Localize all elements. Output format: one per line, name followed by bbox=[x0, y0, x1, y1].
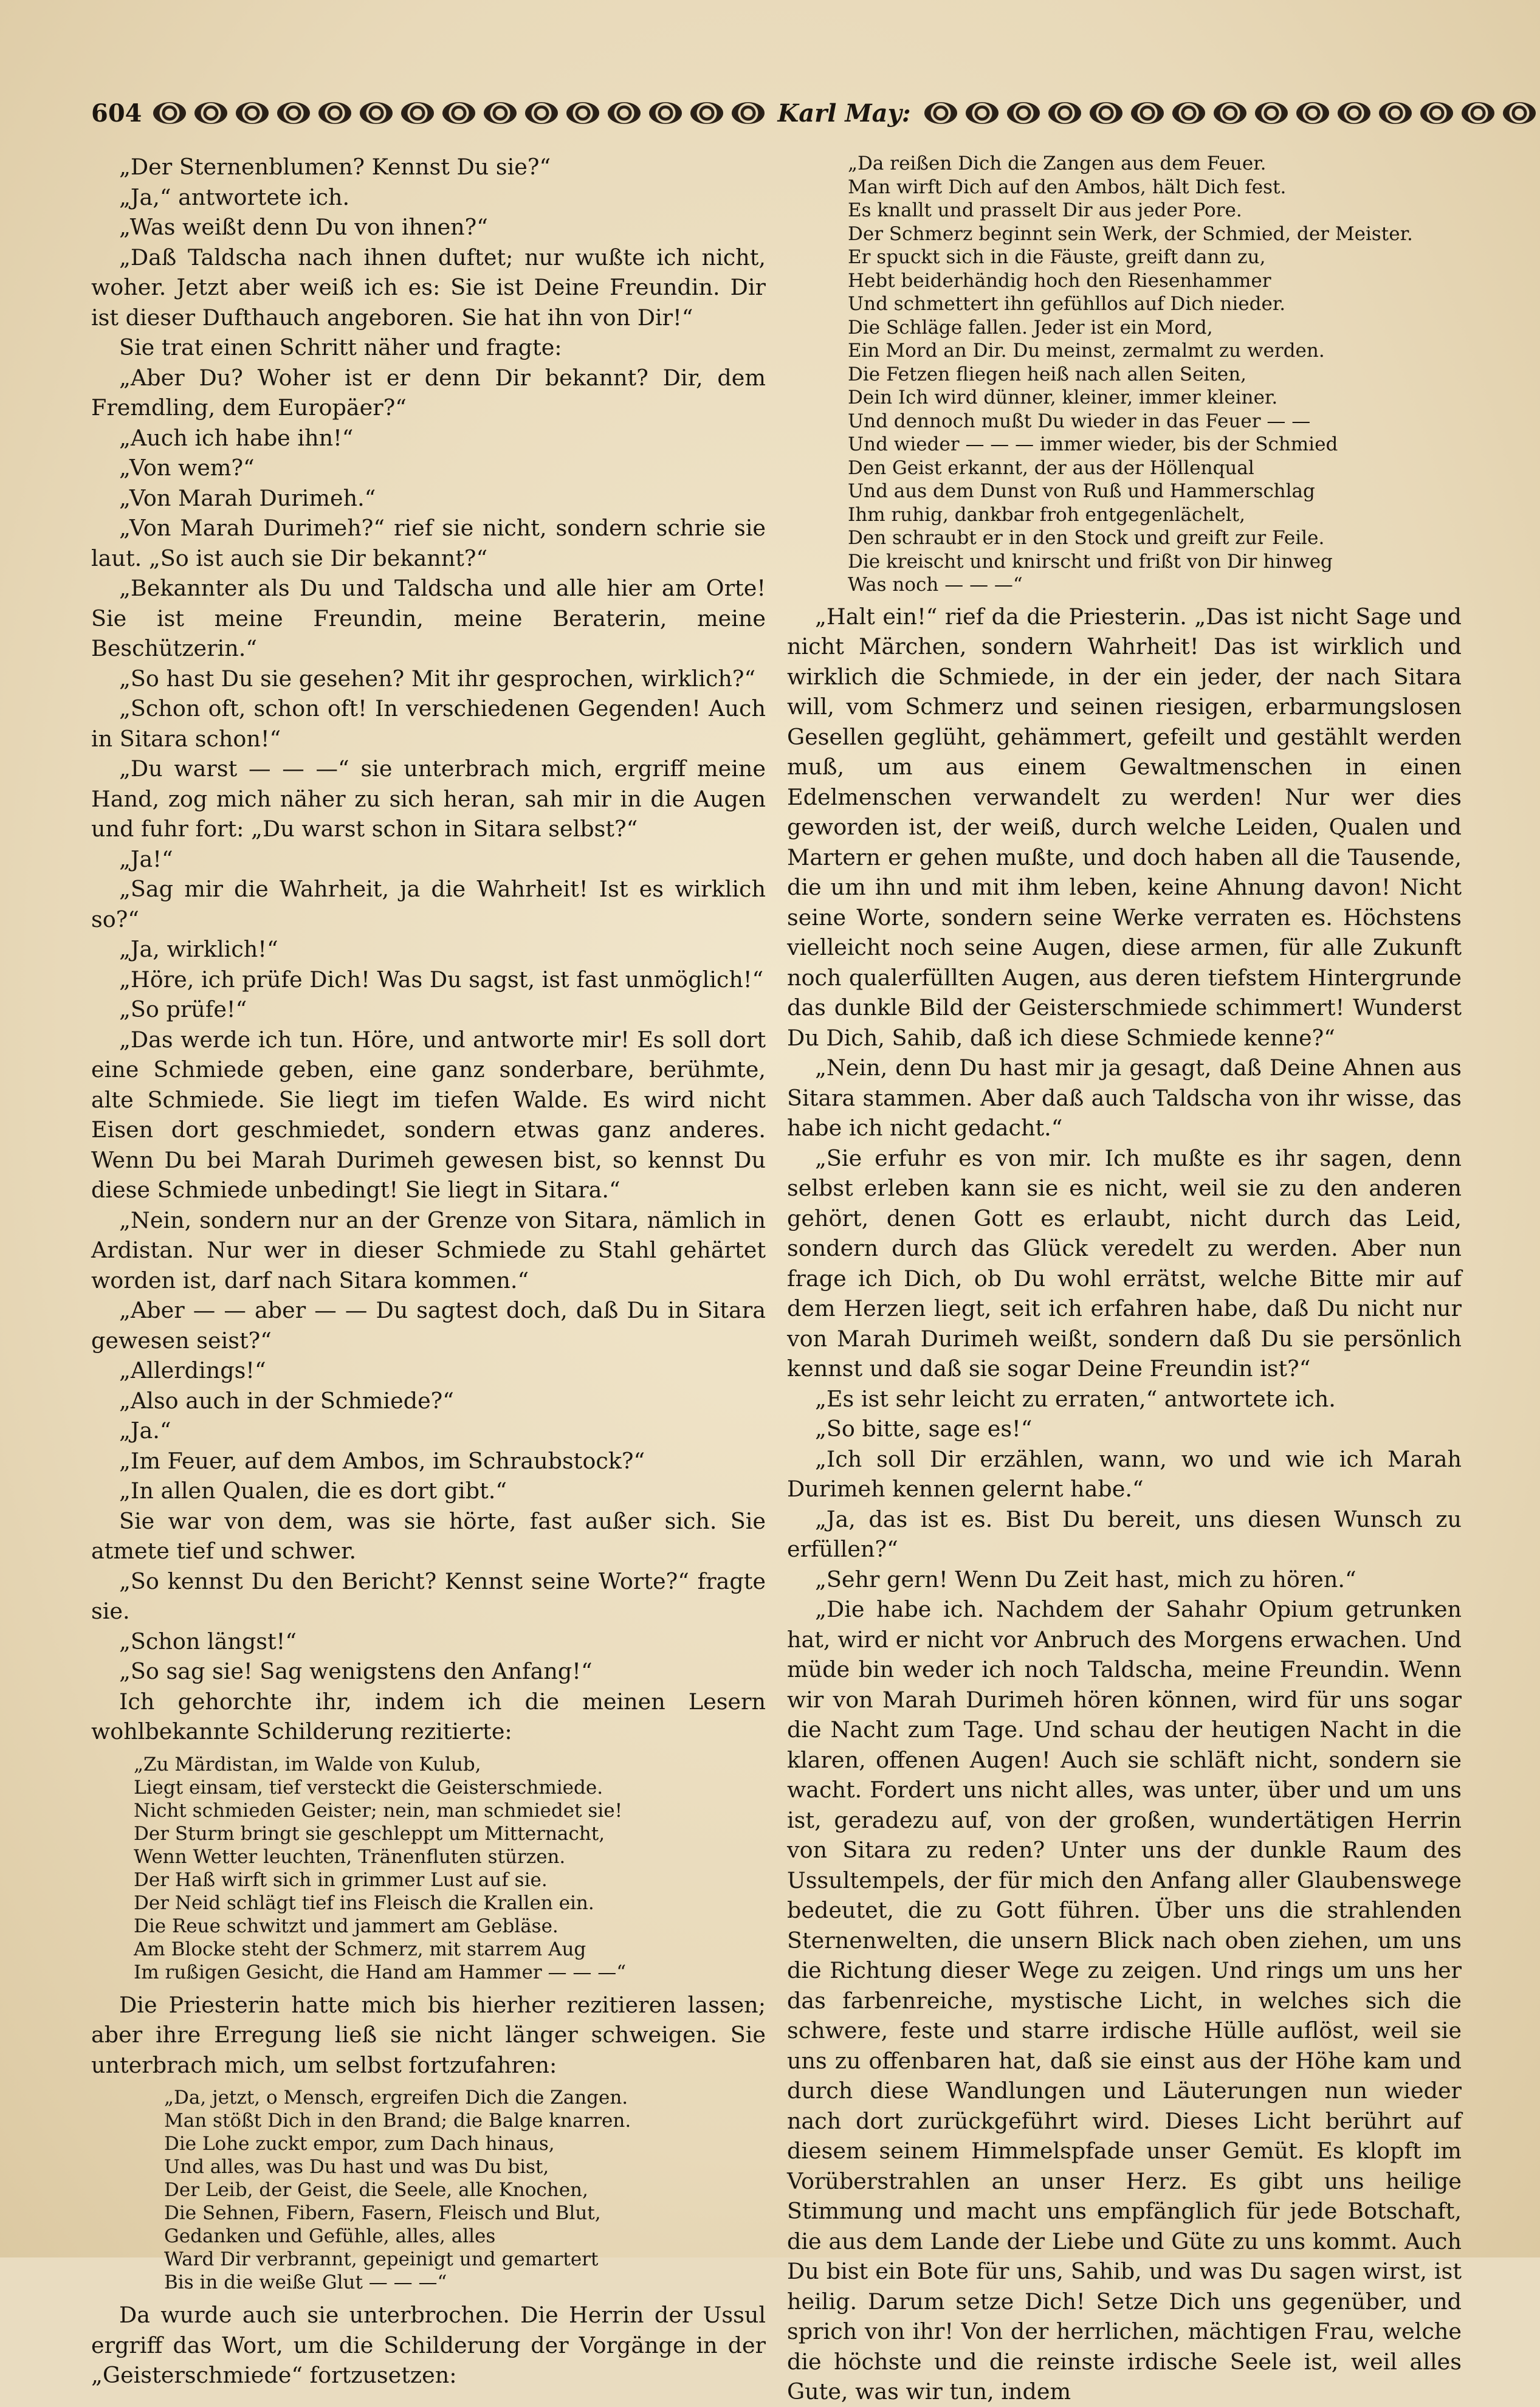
ornament-icon bbox=[924, 102, 957, 124]
paragraph: Ich gehorchte ihr, indem ich die meinen Lesern wohlbekannte Schilderung rezitierte: bbox=[91, 1688, 766, 1744]
ornament-icon bbox=[484, 102, 517, 124]
ornament-icon bbox=[1090, 102, 1122, 124]
paragraph: „Ja,“ antwortete ich. bbox=[119, 184, 350, 210]
ornament-icon bbox=[442, 102, 475, 124]
ornament-icon bbox=[525, 102, 558, 124]
paragraph: Die Priesterin hatte mich bis hierher rezitieren lassen; aber ihre Erregung ließ sie nicht länger schweigen. Sie unterbrach mich, um selbst fortzufahren: bbox=[91, 1991, 766, 2078]
verse-block-2: „Da, jetzt, o Mensch, ergreifen Dich die Zangen. Man stößt Dich in den Brand; die Balge knarren. Die Lohe zuckt empor, zum Dach hinaus, Und alles, was Du hast und was Du bist, Der Leib, der Geist, die Seele, alle Knochen, Die Sehnen, Fibern, Fasern, Fleisch und Blut, Gedanken und Gefühle, alles, alles Ward Dir verbrannt, gepeinigt und gemartert Bis in die weiße Glut — — —“ bbox=[164, 2087, 631, 2293]
paragraph: „Ja!“ bbox=[119, 845, 173, 872]
ornament-icon bbox=[732, 102, 765, 124]
paragraph: „So hast Du sie gesehen? Mit ihr gesprochen, wirklich?“ bbox=[119, 665, 756, 692]
paragraph: „Schon oft, schon oft! In verschiedenen Gegenden! Auch in Sitara schon!“ bbox=[91, 695, 766, 752]
ornament-icon bbox=[1255, 102, 1288, 124]
paragraph: „Es ist sehr leicht zu erraten,“ antwortete ich. bbox=[815, 1385, 1336, 1412]
paragraph: „Du warst — — —“ sie unterbrach mich, ergriff meine Hand, zog mich näher zu sich heran, sah mir in die Augen und fuhr fort: „Du warst schon in Sitara selbst?“ bbox=[91, 756, 766, 842]
ornament-icon bbox=[1214, 102, 1246, 124]
ornament-icon bbox=[153, 102, 186, 124]
paragraph: Sie war von dem, was sie hörte, fast außer sich. Sie atmete tief und schwer. bbox=[91, 1507, 766, 1564]
paragraph: „Aber — — aber — — Du sagtest doch, daß Du in Sitara gewesen seist?“ bbox=[91, 1297, 766, 1354]
page-number: 604 bbox=[91, 98, 142, 128]
paragraph: „Daß Taldscha nach ihnen duftet; nur wußte ich nicht, woher. Jetzt aber weiß ich es: Sie ist Deine Freundin. Dir ist dieser Dufthauch angeboren. Sie hat ihn von Dir!“ bbox=[91, 244, 766, 331]
paragraph: „Halt ein!“ rief da die Priesterin. „Das ist nicht Sage und nicht Märchen, sondern Wahrheit! Das ist wirklich und wirklich die Schmiede, in der ein jeder, der nach Sitara will, vom Schmerz und seinen riesigen, erbarmungslosen Gesellen geglüht, gehämmert, gefeilt und gestählt werden muß, um aus einem Gewaltmenschen in einen Edelmenschen verwandelt zu werden! Nur wer dies geworden ist, der weiß, durch welche Leiden, Qualen und Martern er gehen mußte, und doch haben all die Tausende, die um ihn und mit ihm leben, keine Ahnung davon! Nicht seine Worte, sondern seine Werke verraten es. Höchstens vielleicht noch seine Augen, diese armen, für alle Zukunft noch qualerfüllten Augen, aus deren tiefstem Hintergrunde das dunkle Bild der Geisterschmiede schimmert! Wunderst Du Dich, Sahib, daß ich diese Schmiede kenne?“ bbox=[787, 603, 1462, 1051]
paragraph: „Bekannter als Du und Taldscha und alle hier am Orte! Sie ist meine Freundin, meine Beraterin, meine Beschützerin.“ bbox=[91, 575, 766, 661]
ornament-icon bbox=[690, 102, 723, 124]
paragraph: „Ja, wirklich!“ bbox=[119, 936, 278, 962]
paragraph: „So bitte, sage es!“ bbox=[815, 1416, 1033, 1442]
ornament-icon bbox=[1379, 102, 1412, 124]
ornament-icon bbox=[1131, 102, 1164, 124]
left-paragraphs-2 bbox=[91, 1990, 766, 2081]
ornament-icon bbox=[1338, 102, 1370, 124]
paragraph: „Im Feuer, auf dem Ambos, im Schraubstock?“ bbox=[119, 1447, 645, 1474]
ornament-icon bbox=[566, 102, 599, 124]
paragraph: „Das werde ich tun. Höre, und antworte mir! Es soll dort eine Schmiede geben, eine ganz sonderbare, berühmte, alte Schmiede. Sie liegt im tiefen Walde. Es wird nicht Eisen dort geschmiedet, sondern etwas ganz anderes. Wenn Du bei Marah Durimeh gewesen bist, so kennst Du diese Schmiede unbedingt! Sie liegt in Sitara.“ bbox=[91, 1026, 766, 1203]
ornament-icon bbox=[1503, 102, 1536, 124]
paragraph: Sie trat einen Schritt näher und fragte: bbox=[119, 334, 562, 360]
paragraph: „Nein, denn Du hast mir ja gesagt, daß Deine Ahnen aus Sitara stammen. Aber daß auch Taldscha von ihr wisse, das habe ich nicht gedacht.“ bbox=[787, 1055, 1462, 1141]
paragraph: „In allen Qualen, die es dort gibt.“ bbox=[119, 1478, 507, 1504]
verse-block-3: „Da reißen Dich die Zangen aus dem Feuer. Man wirft Dich auf den Ambos, hält Dich fest. Es knallt und prasselt Dir aus jeder Pore. Der Schmerz beginnt sein Werk, der Schmied, der Meister. Er spuckt sich in die Fäuste, greift dann zu, Hebt beiderhändig hoch den Riesenhammer Und schmettert ihn gefühllos auf Dich nieder. Die Schläge fallen. Jeder ist ein Mord, Ein Mord an Dir. Du meinst, zermalmt zu werden. Die Fetzen fliegen heiß nach allen Seiten, Dein Ich wird dünner, kleiner, immer kleiner. Und dennoch mußt Du wieder in das Feuer — — Und wieder — — — immer wieder, bis der Schmied Den Geist erkannt, der aus der Höllenqual Und aus dem Dunst von Ruß und Hammerschlag Ihm ruhig, dankbar froh entgegenlächelt, Den schraubt er in den Stock und greift zur Feile. Die kreischt und knirscht und frißt von Dir hinweg Was noch — — —“ bbox=[848, 153, 1413, 596]
paragraph: „Von Marah Durimeh.“ bbox=[119, 484, 376, 511]
ornament-icon bbox=[649, 102, 682, 124]
ornament-icon bbox=[1420, 102, 1453, 124]
paragraph: „Also auch in der Schmiede?“ bbox=[119, 1387, 454, 1414]
paragraph: „Die habe ich. Nachdem der Sahahr Opium getrunken hat, wird er nicht vor Anbruch des Morgens erwachen. Und müde bin weder ich noch Taldscha, meine Freundin. Wenn wir von Marah Durimeh hören können, wird für uns sogar die Nacht zum Tage. Und schau der heutigen Nacht in die klaren, offenen Augen! Auch sie schläft nicht, sondern sie wacht. Fordert uns nicht alles, was unter, über und um uns ist, geradezu auf, von der großen, wundertätigen Herrin von Sitara zu reden? Unter uns der dunkle Raum des Ussultempels, der für mich den Anfang aller Glaubenswege bedeutet, die zu Gott führen. Über uns die strahlenden Sternenwelten, die unsern Blick nach oben ziehen, um uns die Richtung dieser Wege zu zeigen. Und rings um uns her das farbenreiche, mystische Licht, in welches sich die schwere, feste und starre irdische Hülle auflöst, weil sie uns zu offenbaren hat, daß sie einst aus der Höhe kam und durch diese Wandlungen und Läuterungen nun wieder nach dort zurückgeführt wird. Dieses Licht berührt auf diesem seinem Himmelspfade unser Gemüt. Es klopft im Vorüberstrahlen an unser Herz. Es gibt uns heilige Stimmung und macht uns empfänglich für jede Botschaft, die aus dem Lande der Liebe und Güte zu uns kommt. Auch Du bist ein Bote für uns, Sahib, und was Du sagen wirst, ist heilig. Darum setze Dich! Setze Dich uns gegenüber, und sprich von ihr! Von der herrlichen, mächtigen Frau, welche die höchste und die reinste irdische Seele ist, weil alles Gute, was wir tun, indem bbox=[787, 1596, 1462, 2405]
paragraph: „Aber Du? Woher ist er denn Dir bekannt? Dir, dem Fremdling, dem Europäer?“ bbox=[91, 364, 766, 421]
right-column bbox=[787, 152, 1462, 2407]
ornament-icon bbox=[608, 102, 641, 124]
left-column bbox=[91, 152, 766, 2391]
paragraph: „Von Marah Durimeh?“ rief sie nicht, sondern schrie sie laut. „So ist auch sie Dir bekannt?“ bbox=[91, 515, 766, 571]
right-paragraphs bbox=[787, 602, 1462, 2407]
paragraph: „Sie erfuhr es von mir. Ich mußte es ihr sagen, denn selbst erleben kann sie es nicht, weil sie zu den anderen gehört, denen Gott es erlaubt, nicht durch das Leid, sondern durch das Glück veredelt zu werden. Aber nun frage ich Dich, ob Du wohl errätst, welche Bitte mir auf dem Herzen liegt, seit ich erfahren habe, daß Du nicht nur von Marah Durimeh weißt, sondern daß Du sie persönlich kennst und daß sie sogar Deine Freundin ist?“ bbox=[787, 1145, 1462, 1382]
paragraph: „So kennst Du den Bericht? Kennst seine Worte?“ fragte sie. bbox=[91, 1568, 766, 1624]
paragraph: „Was weißt denn Du von ihnen?“ bbox=[119, 214, 488, 240]
paragraph: „Sag mir die Wahrheit, ja die Wahrheit! Ist es wirklich so?“ bbox=[91, 876, 766, 932]
ornament-icon bbox=[318, 102, 351, 124]
left-paragraphs-1 bbox=[91, 152, 766, 1747]
paragraph: „Schon längst!“ bbox=[119, 1628, 297, 1655]
ornament-band-left bbox=[153, 102, 765, 124]
ornament-icon bbox=[1462, 102, 1494, 124]
author-running-head: Karl May: bbox=[777, 98, 911, 128]
paragraph: „Der Sternenblumen? Kennst Du sie?“ bbox=[119, 154, 551, 180]
paragraph: „So sag sie! Sag wenigstens den Anfang!“ bbox=[119, 1658, 593, 1684]
ornament-icon bbox=[236, 102, 269, 124]
ornament-icon bbox=[966, 102, 999, 124]
paragraph: „Auch ich habe ihn!“ bbox=[119, 424, 354, 451]
verse-block-1: „Zu Märdistan, im Walde von Kulub, Liegt einsam, tief versteckt die Geisterschmiede. Nicht schmieden Geister; nein, man schmiedet sie! Der Sturm bringt sie geschleppt um Mitternacht, Wenn Wetter leuchten, Tränenfluten stürzen. Der Haß wirft sich in grimmer Lust auf sie. Der Neid schlägt tief ins Fleisch die Krallen ein. Die Reue schwitzt und jammert am Gebläse. Am Blocke steht der Schmerz, mit starrem Aug Im rußigen Gesicht, die Hand am Hammer — — —“ bbox=[134, 1753, 627, 1983]
ornament-icon bbox=[1172, 102, 1205, 124]
ornament-icon bbox=[1048, 102, 1081, 124]
ornament-icon bbox=[1296, 102, 1329, 124]
paragraph: „Ja.“ bbox=[119, 1417, 171, 1444]
paragraph: „So prüfe!“ bbox=[119, 996, 247, 1022]
ornament-icon bbox=[1007, 102, 1040, 124]
paragraph: „Sehr gern! Wenn Du Zeit hast, mich zu hören.“ bbox=[815, 1566, 1356, 1593]
paragraph: „Allerdings!“ bbox=[119, 1357, 266, 1383]
paragraph: „Von wem?“ bbox=[119, 455, 255, 481]
left-paragraphs-3 bbox=[91, 2300, 766, 2391]
ornament-band-right bbox=[924, 102, 1536, 124]
paragraph: „Ich soll Dir erzählen, wann, wo und wie ich Marah Durimeh kennen gelernt habe.“ bbox=[787, 1445, 1462, 1502]
paragraph: „Nein, sondern nur an der Grenze von Sitara, nämlich in Ardistan. Nur wer in dieser Schmiede zu Stahl gehärtet worden ist, darf nach Sitara kommen.“ bbox=[91, 1207, 766, 1293]
ornament-icon bbox=[401, 102, 434, 124]
page-header bbox=[91, 91, 1452, 135]
ornament-icon bbox=[360, 102, 393, 124]
paragraph: Da wurde auch sie unterbrochen. Die Herrin der Ussul ergriff das Wort, um die Schilderung der Vorgänge in der „Geisterschmiede“ fortzusetzen: bbox=[91, 2302, 766, 2388]
ornament-icon bbox=[277, 102, 310, 124]
paragraph: „Ja, das ist es. Bist Du bereit, uns diesen Wunsch zu erfüllen?“ bbox=[787, 1506, 1462, 1562]
ornament-icon bbox=[194, 102, 227, 124]
paragraph: „Höre, ich prüfe Dich! Was Du sagst, ist fast unmöglich!“ bbox=[119, 966, 764, 993]
